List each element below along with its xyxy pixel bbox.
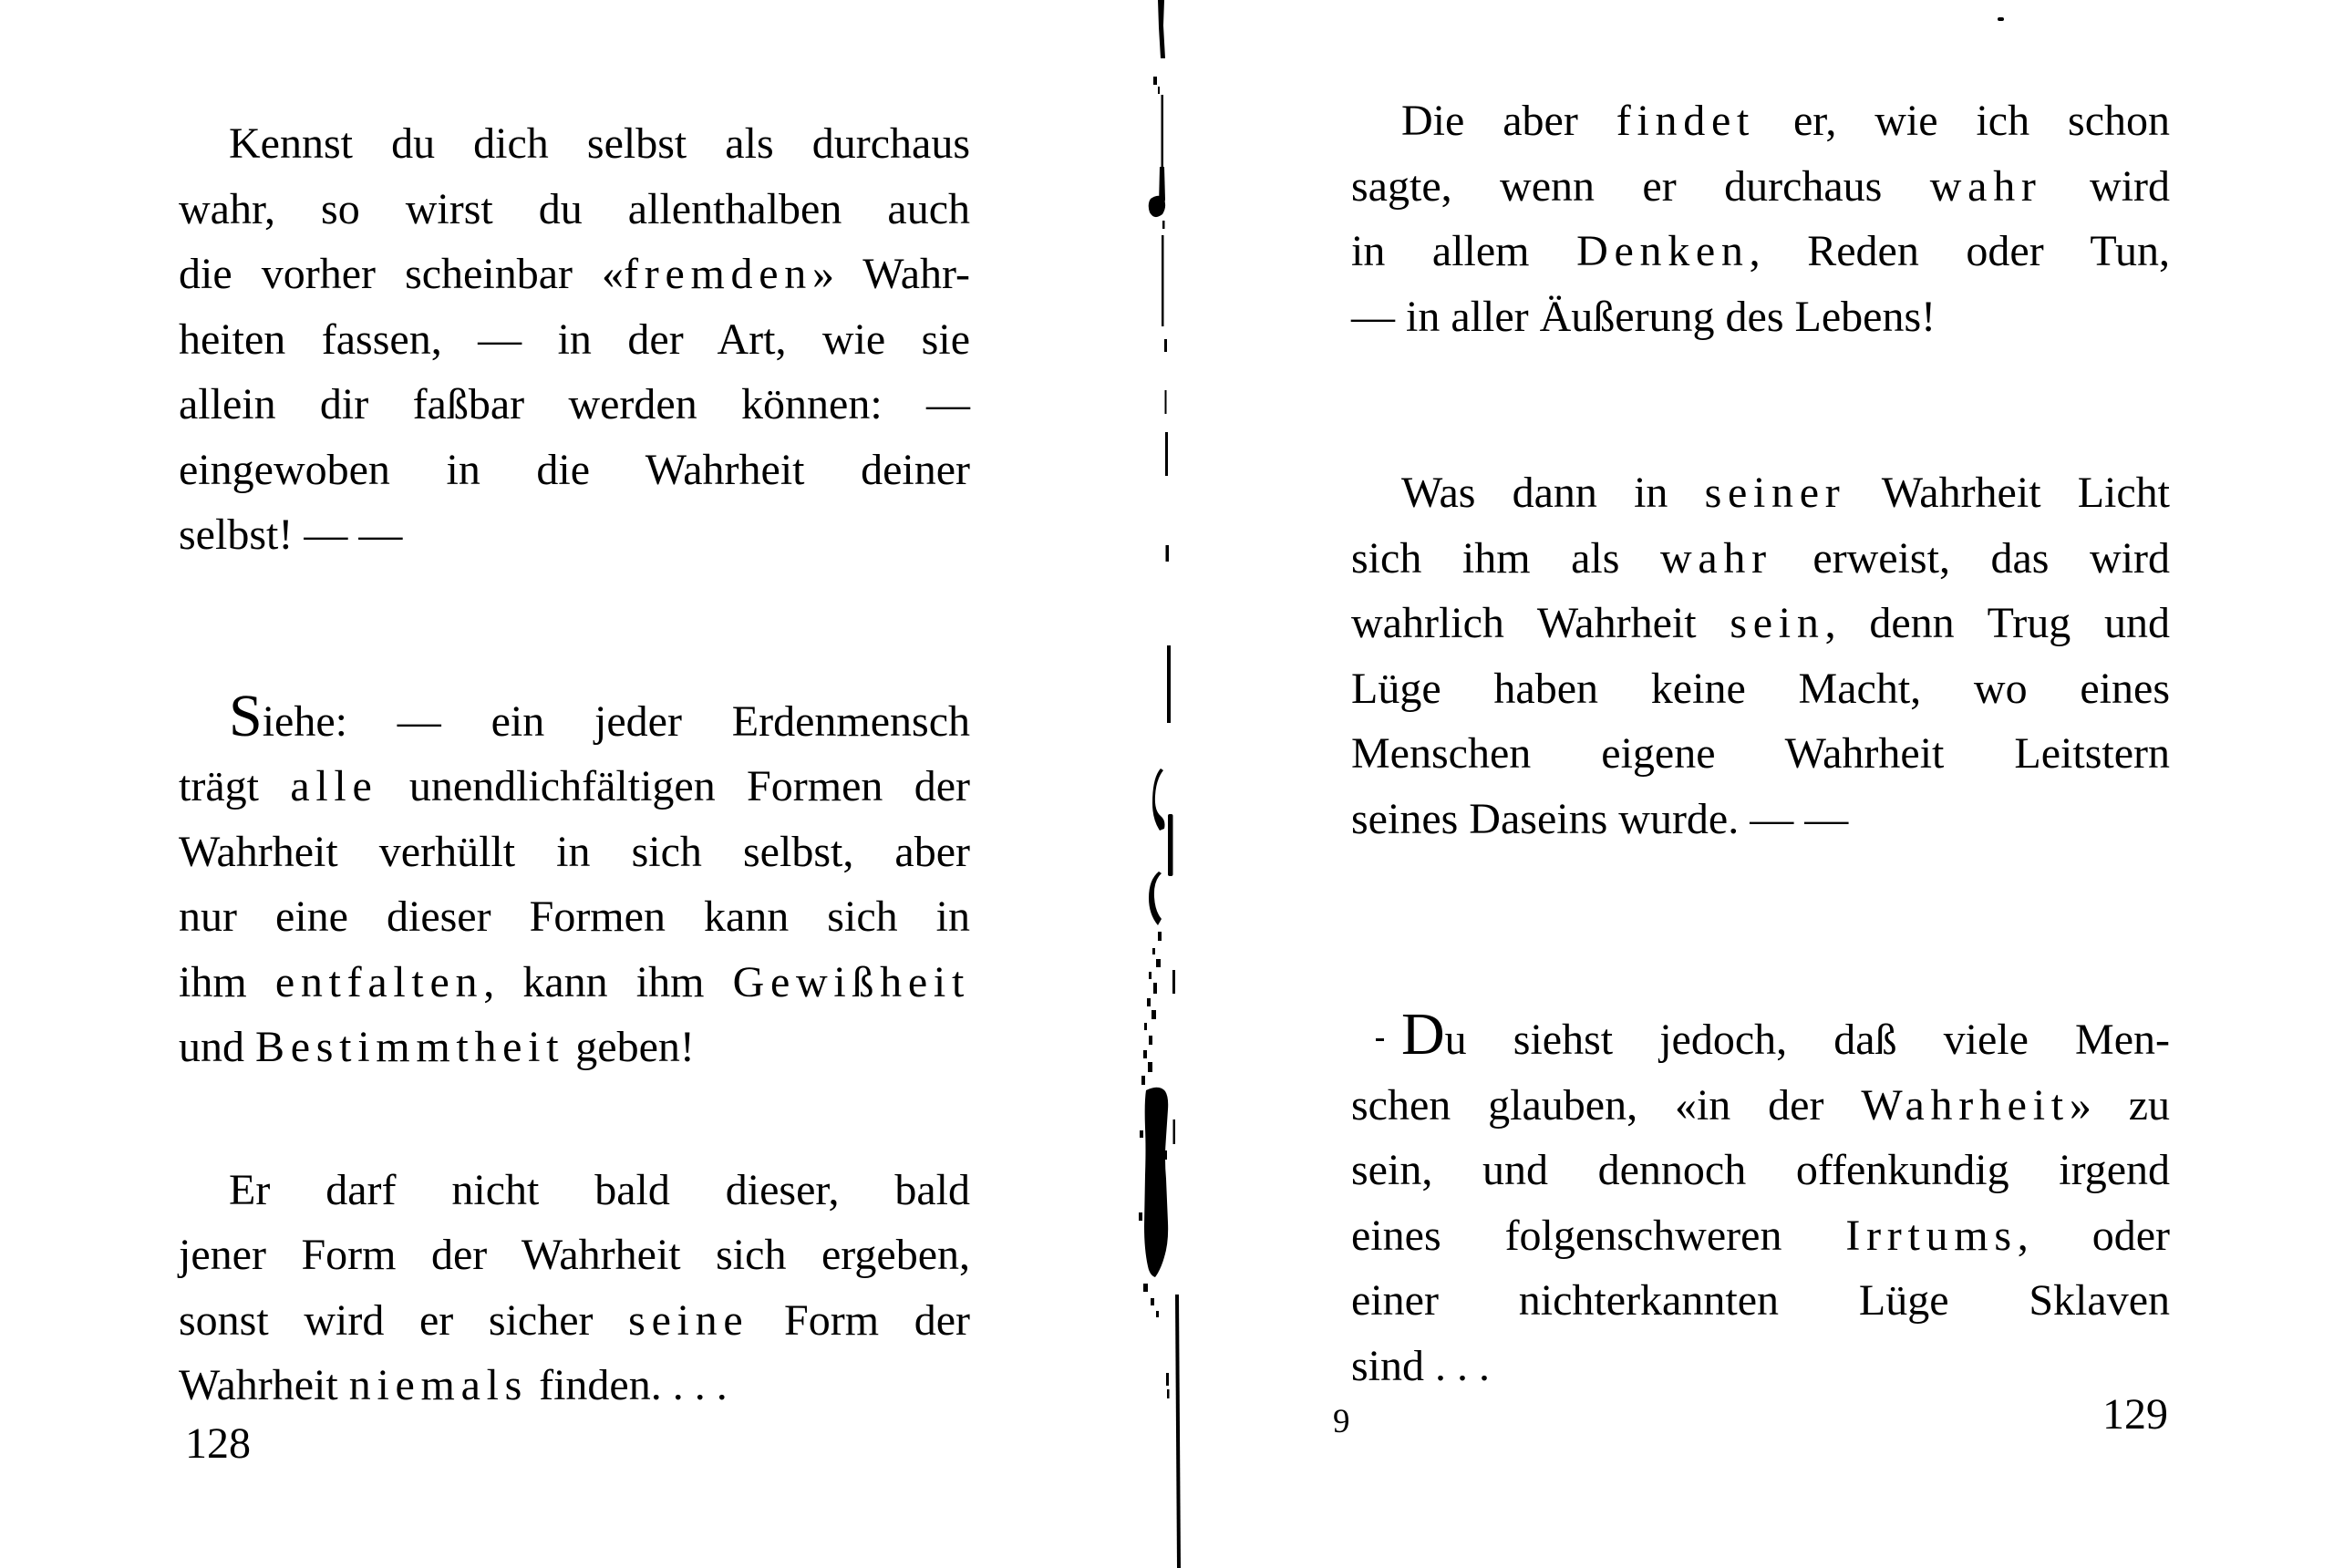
text-segment: eingewoben in die Wahrheit deiner [179,445,970,494]
letterspaced-word: wahr [1929,161,2042,211]
letterspaced-word: Wahrheit [1861,1080,2070,1130]
signature-mark: 9 [1333,1403,1350,1440]
text-segment: Form der [749,1295,971,1345]
text-segment: Die aber [1401,97,1616,145]
text-segment: sein, und dennoch offenkundig irgend [1351,1146,2170,1194]
text-line [179,177,970,242]
text-line [1351,88,2170,154]
text-segment: eines folgenschweren [1351,1211,1846,1260]
text-segment: jener Form der Wahrheit sich ergeben, [179,1231,970,1279]
text-segment: finden. . . . [528,1361,728,1409]
text-line [179,1158,970,1223]
text-segment: wahrlich Wahrheit [1351,599,1730,647]
letterspaced-word: niemals [348,1361,529,1409]
text-segment: allein dir faßbar werden können: — [179,380,970,428]
ink-speck [1998,17,2004,21]
text-line [179,307,970,373]
letterspaced-word: wahr [1659,533,1772,583]
text-segment: Wahrheit Licht [1845,469,2170,517]
text-segment: Kennst du dich selbst als durchaus [229,119,970,168]
text-line [1351,526,2170,592]
letterspaced-word: Irrtums [1845,1211,2018,1260]
text-line [1351,284,2170,350]
paragraph [179,682,971,1080]
right-page-text [1351,88,2170,1398]
large-initial: S [229,682,263,749]
text-segment: sich ihm als [1351,533,1660,583]
text-segment: geben! [564,1023,695,1071]
paragraph [1351,88,2170,349]
letterspaced-word: Gewißheit [732,957,971,1006]
text-segment: einer nichterkannten Lüge Sklaven [1351,1276,2170,1325]
text-segment: sagte, wenn er durchaus [1351,161,1930,211]
text-line [1351,1334,2170,1399]
text-line [1351,460,2170,526]
gutter-ink-marks [1131,0,1194,1568]
ink-speck [1376,1038,1384,1041]
text-segment: Was dann in [1401,469,1705,517]
paragraph [179,111,970,568]
text-segment: , Reden oder Tun, [1749,227,2170,275]
large-initial: D [1401,1001,1445,1068]
text-segment: seines Daseins wurde. — — [1351,794,1849,843]
page-number-right: 129 [2102,1390,2168,1439]
text-line [179,242,970,307]
text-segment: wahr, so wirst du allenthalben auch [179,184,970,233]
text-line [1351,591,2170,656]
text-segment: schen glauben, «in der [1351,1080,1862,1130]
text-segment: iehe: — ein jeder Erdenmensch [262,696,970,746]
text-segment: , denn Trug und [1824,599,2170,647]
text-segment: nur eine dieser Formen kann sich in [179,892,970,941]
text-line [1351,1268,2170,1334]
text-segment: Er darf nicht bald dieser, bald [229,1165,970,1214]
text-segment: erweist, das wird [1771,533,2171,583]
text-line [1351,787,2170,852]
left-page-text [179,111,970,1418]
page-number-left: 128 [185,1419,251,1468]
text-line [1351,1001,2170,1073]
text-segment: Wahrheit [179,1361,349,1409]
text-line [1351,1138,2170,1203]
text-line [179,1222,970,1288]
text-line [179,884,970,950]
text-segment: ihm [179,957,275,1006]
text-line [179,1015,970,1080]
text-segment: er, wie ich schon [1755,97,2171,145]
text-segment: und [179,1023,255,1071]
letterspaced-word: fremden [624,250,813,298]
paragraph [179,1158,970,1418]
text-segment: — in aller Äußerung des Lebens! [1351,292,1936,341]
text-line [1351,1203,2170,1269]
text-line [179,754,970,820]
text-line [1351,721,2170,787]
text-line [179,502,970,568]
text-segment: Wahrheit verhüllt in sich selbst, aber [179,827,970,876]
text-line [179,1288,970,1354]
text-line [1351,154,2170,220]
paragraph [1351,460,2170,851]
text-line [179,1353,970,1418]
text-line [179,682,970,755]
text-segment: » zu [2069,1080,2170,1130]
text-line [1351,219,2170,284]
letterspaced-word: seine [628,1295,749,1345]
text-line [1351,656,2170,722]
letterspaced-word: sein [1730,599,1825,647]
text-segment: heiten fassen, — in der Art, wie sie [179,315,970,364]
text-segment: trägt [179,762,291,810]
text-segment: sonst wird er sicher [179,1295,629,1345]
paragraph [1351,1001,2170,1398]
text-segment: selbst! — — [179,511,403,559]
letterspaced-word: Bestimmtheit [255,1023,565,1071]
text-segment: in allem [1351,227,1577,275]
letterspaced-word: entfalten [274,957,484,1006]
letterspaced-word: seiner [1704,469,1846,517]
text-segment: die vorher scheinbar « [179,250,625,298]
letterspaced-word: alle [290,762,378,810]
text-segment: , oder [2017,1211,2170,1260]
text-segment: sind . . . [1351,1341,1491,1390]
text-segment: » Wahr- [812,250,971,298]
text-segment: unendlichfältigen Formen der [377,762,970,810]
text-line [179,372,970,438]
text-segment: , kann ihm [483,957,733,1006]
text-line [179,820,970,885]
text-segment: wird [2041,161,2171,211]
text-line [179,438,970,503]
text-segment: Menschen eigene Wahrheit Leitstern [1351,729,2170,778]
text-segment: u siehst jedoch, daß viele Men- [1444,1016,2170,1064]
text-line [179,950,970,1016]
text-line [1351,1073,2170,1139]
text-segment: Lüge haben keine Macht, wo eines [1351,664,2170,713]
letterspaced-word: findet [1616,97,1756,145]
text-line [179,111,970,177]
letterspaced-word: Denken [1576,227,1750,275]
